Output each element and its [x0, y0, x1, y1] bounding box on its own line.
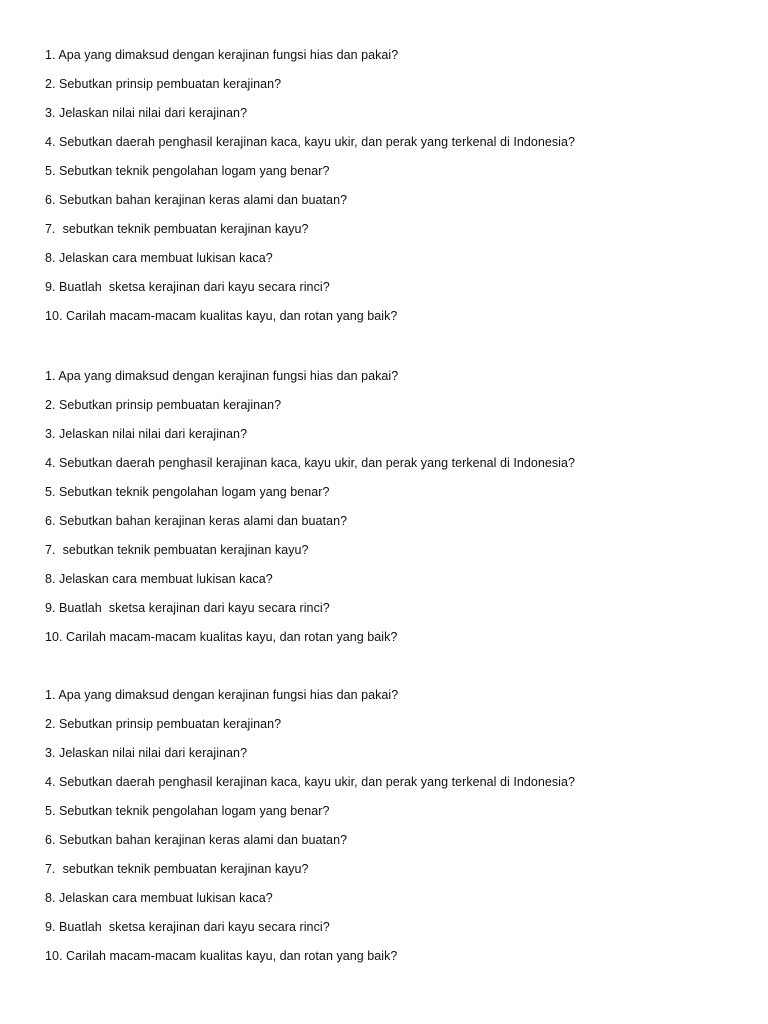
question-item: 3. Jelaskan nilai nilai dari kerajinan? [45, 746, 248, 760]
question-item: 10. Carilah macam-macam kualitas kayu, dan rotan yang baik? [45, 630, 398, 644]
question-item: 7. sebutkan teknik pembuatan kerajinan kayu? [45, 222, 309, 236]
question-item: 9. Buatlah sketsa kerajinan dari kayu secara rinci? [45, 920, 330, 934]
question-item: 5. Sebutkan teknik pengolahan logam yang benar? [45, 164, 330, 178]
question-item: 9. Buatlah sketsa kerajinan dari kayu secara rinci? [45, 601, 330, 615]
question-item: 7. sebutkan teknik pembuatan kerajinan kayu? [45, 862, 309, 876]
question-item: 2. Sebutkan prinsip pembuatan kerajinan? [45, 398, 282, 412]
question-item: 1. Apa yang dimaksud dengan kerajinan fungsi hias dan pakai? [45, 688, 399, 702]
question-item: 6. Sebutkan bahan kerajinan keras alami dan buatan? [45, 193, 348, 207]
question-item: 9. Buatlah sketsa kerajinan dari kayu secara rinci? [45, 280, 330, 294]
question-item: 2. Sebutkan prinsip pembuatan kerajinan? [45, 717, 282, 731]
question-item: 8. Jelaskan cara membuat lukisan kaca? [45, 251, 273, 265]
question-item: 4. Sebutkan daerah penghasil kerajinan kaca, kayu ukir, dan perak yang terkenal di Indonesia? [45, 456, 576, 470]
question-set-1 [45, 45, 745, 335]
question-item: 4. Sebutkan daerah penghasil kerajinan kaca, kayu ukir, dan perak yang terkenal di Indonesia? [45, 775, 576, 789]
question-item: 5. Sebutkan teknik pengolahan logam yang benar? [45, 485, 330, 499]
question-item: 10. Carilah macam-macam kualitas kayu, dan rotan yang baik? [45, 309, 398, 323]
question-item: 4. Sebutkan daerah penghasil kerajinan kaca, kayu ukir, dan perak yang terkenal di Indonesia? [45, 135, 576, 149]
question-item: 8. Jelaskan cara membuat lukisan kaca? [45, 891, 273, 905]
question-item: 8. Jelaskan cara membuat lukisan kaca? [45, 572, 273, 586]
question-item: 7. sebutkan teknik pembuatan kerajinan kayu? [45, 543, 309, 557]
question-item: 2. Sebutkan prinsip pembuatan kerajinan? [45, 77, 282, 91]
question-item: 1. Apa yang dimaksud dengan kerajinan fungsi hias dan pakai? [45, 48, 399, 62]
question-set-2 [45, 366, 745, 656]
question-item: 3. Jelaskan nilai nilai dari kerajinan? [45, 427, 248, 441]
question-set-3 [45, 685, 745, 975]
question-item: 10. Carilah macam-macam kualitas kayu, dan rotan yang baik? [45, 949, 398, 963]
question-item: 6. Sebutkan bahan kerajinan keras alami dan buatan? [45, 833, 348, 847]
question-item: 5. Sebutkan teknik pengolahan logam yang benar? [45, 804, 330, 818]
question-item: 3. Jelaskan nilai nilai dari kerajinan? [45, 106, 248, 120]
question-item: 6. Sebutkan bahan kerajinan keras alami dan buatan? [45, 514, 348, 528]
question-item: 1. Apa yang dimaksud dengan kerajinan fungsi hias dan pakai? [45, 369, 399, 383]
